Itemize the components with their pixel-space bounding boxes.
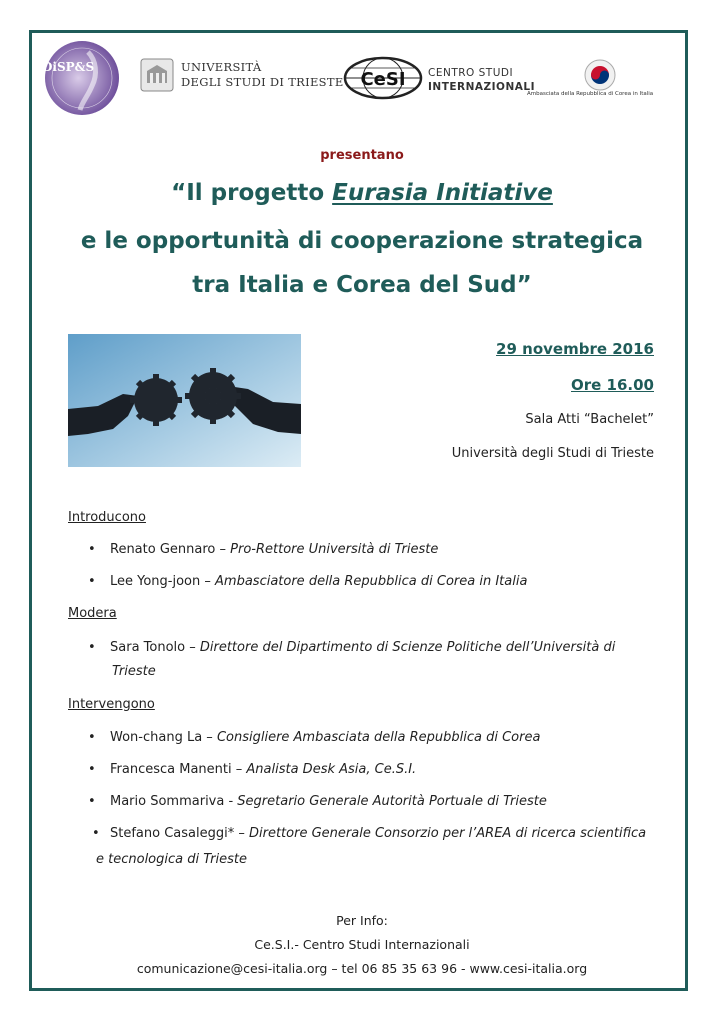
footer-org: Ce.S.I.- Centro Studi Internazionali: [254, 937, 470, 952]
bullet-icon: •: [88, 794, 96, 809]
speaker-name: Renato Gennaro –: [110, 542, 231, 557]
cesi-label: CeSI: [360, 69, 406, 90]
speaker-role-continued: Trieste: [112, 664, 156, 679]
speaker-name: Mario Sommariva -: [110, 794, 238, 809]
korea-emblem-icon: [580, 58, 620, 92]
cesi-line2: INTERNAZIONALI: [428, 81, 535, 93]
footer-contacts: comunicazione@cesi-italia.org – tel 06 85 35 63 96 - www.cesi-italia.org: [136, 961, 588, 976]
list-item: [88, 794, 547, 809]
section-modera: Modera: [68, 606, 117, 621]
units-logo: [139, 57, 344, 97]
speaker-role: Consigliere Ambasciata della Repubblica di Corea: [216, 730, 541, 745]
bullet-icon: •: [88, 762, 96, 777]
event-time: Ore 16.00: [571, 376, 654, 394]
bullet-icon: •: [88, 574, 96, 589]
footer-info-label: Per Info:: [336, 913, 388, 928]
speaker-role-continued: e tecnologica di Trieste: [96, 852, 247, 867]
list-item: [88, 730, 540, 745]
units-line2: DEGLI STUDI DI TRIESTE: [181, 75, 344, 89]
title-open: “Il progetto: [171, 180, 333, 206]
bullet-icon: •: [88, 640, 96, 655]
list-item: [88, 762, 416, 777]
list-item: [92, 826, 646, 841]
gears-hands-image: [68, 334, 301, 467]
title-eurasia: Eurasia Initiative: [332, 180, 553, 206]
section-introducono: Introducono: [68, 510, 146, 525]
cesi-wordmark: [428, 66, 535, 94]
korea-caption: Ambasciata della Repubblica di Corea in Italia: [527, 91, 654, 97]
speaker-role: Pro-Rettore Università di Trieste: [230, 542, 439, 557]
speaker-name: Francesca Manenti –: [110, 762, 247, 777]
dispes-label: DiSP&S: [42, 60, 95, 74]
list-item: [88, 574, 527, 589]
speaker-name: Won-chang La –: [110, 730, 217, 745]
units-wordmark: [181, 60, 344, 90]
event-date: 29 novembre 2016: [496, 340, 654, 358]
speaker-role: Direttore Generale Consorzio per l’AREA di ricerca scientifica: [249, 826, 647, 841]
title-line-1: [0, 180, 724, 206]
cesi-line1: CENTRO STUDI: [428, 67, 514, 79]
bullet-icon: •: [88, 542, 96, 557]
speaker-role: Ambasciatore della Repubblica di Corea in Italia: [215, 574, 528, 589]
speaker-role: Direttore del Dipartimento di Scienze Politiche dell’Università di: [199, 640, 616, 655]
title-line-2: e le opportunità di cooperazione strategica: [80, 228, 644, 254]
section-intervengono: Intervengono: [68, 697, 155, 712]
event-venue: Università degli Studi di Trieste: [451, 446, 654, 461]
university-crest-icon: [139, 57, 175, 93]
title-line-3: tra Italia e Corea del Sud”: [192, 272, 532, 298]
list-item: [88, 640, 615, 655]
speaker-name: Stefano Casaleggi* –: [110, 826, 249, 841]
presentano-label: presentano: [320, 148, 404, 163]
bullet-icon: •: [88, 730, 96, 745]
speaker-role: Segretario Generale Autorità Portuale di Trieste: [237, 794, 547, 809]
event-room: Sala Atti “Bachelet”: [525, 412, 654, 427]
cesi-logo: [341, 56, 431, 100]
speaker-name: Sara Tonolo –: [110, 640, 200, 655]
units-line1: UNIVERSITÀ: [181, 60, 262, 74]
speaker-role: Analista Desk Asia, Ce.S.I.: [246, 762, 417, 777]
bullet-icon: •: [92, 826, 100, 841]
speaker-name: Lee Yong-joon –: [110, 574, 216, 589]
dispes-logo: [36, 38, 128, 118]
list-item: [88, 542, 438, 557]
